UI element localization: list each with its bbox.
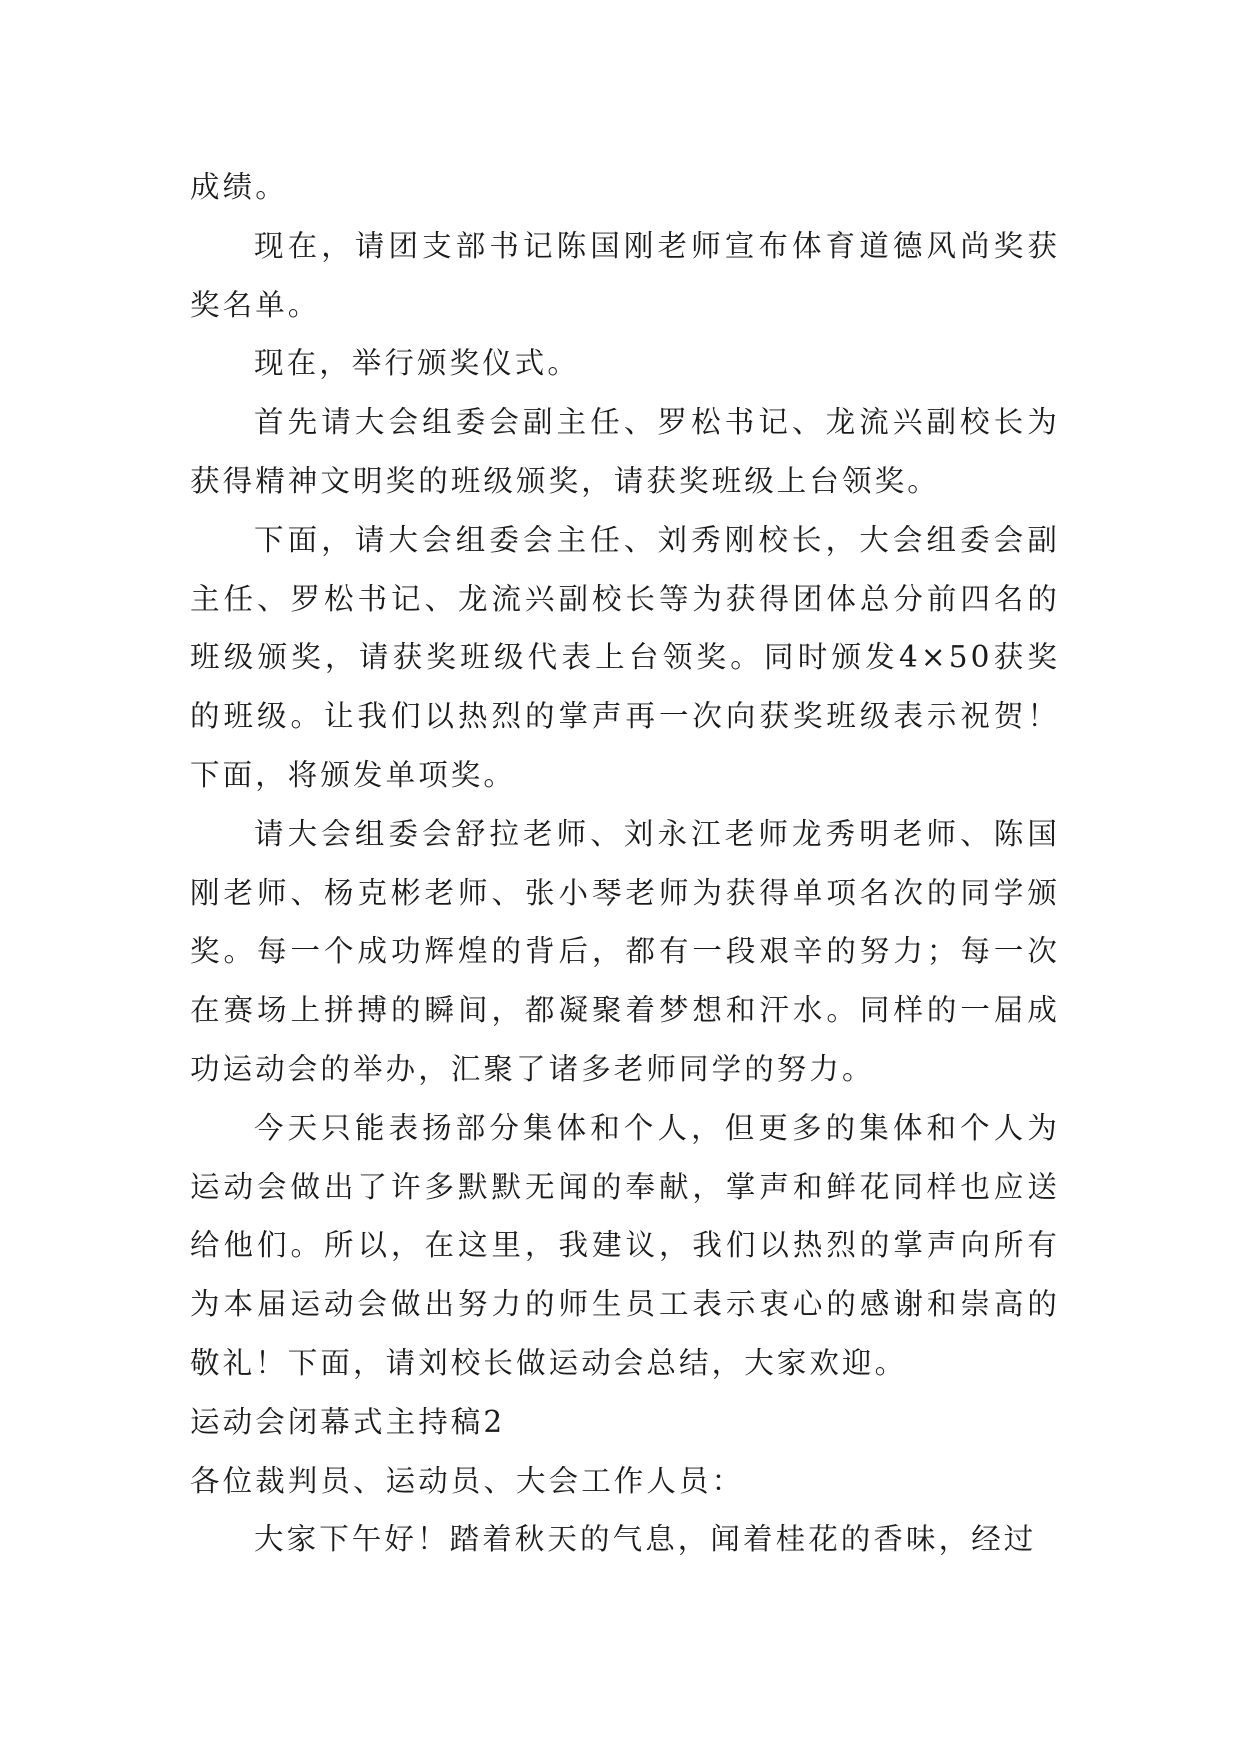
paragraph-announce-sportsmanship-award: 现在，请团支部书记陈国刚老师宣布体育道德风尚奖获奖名单。 xyxy=(190,228,1060,322)
paragraph-spiritual-civilization-award: 首先请大会组委会副主任、罗松书记、龙流兴副校长为获得精神文明奖的班级颁奖，请获奖班级上台领奖。 xyxy=(190,405,1060,498)
paragraph-thanks: 今天只能表扬部分集体和个人，但更多的集体和个人为运动会做出了许多默默无闻的奉献，掌声和鲜花同样也应送给他们。所以，在这里，我建议，我们以热烈的掌声向所有为本届运动会做出努力的师生员工表示衷心的感谢和崇高的敬礼！下面，请刘校长做运动会总结，大家欢迎。 xyxy=(190,1110,1060,1380)
paragraph-individual-award: 请大会组委会舒拉老师、刘永江老师龙秀明老师、陈国刚老师、杨克彬老师、张小琴老师为获得单项名次的同学颁奖。每一个成功辉煌的背后，都有一段艰辛的努力；每一次在赛场上拼搏的瞬间，都凝聚着梦想和汗水。同样的一届成功运动会的举办，汇聚了诸多老师同学的努力。 xyxy=(190,816,1060,1086)
paragraph-award-ceremony: 现在，举行颁奖仪式。 xyxy=(254,346,581,381)
document-body xyxy=(190,158,1060,1569)
section-heading: 运动会闭幕式主持稿2 xyxy=(190,1404,506,1439)
paragraph-continuation: 成绩。 xyxy=(190,170,288,204)
salutation: 各位裁判员、运动员、大会工作人员： xyxy=(190,1463,745,1498)
paragraph-opening-greeting: 大家下午好！踏着秋天的气息，闻着桂花的香味，经过 xyxy=(254,1522,1037,1557)
paragraph-team-total-award: 下面，请大会组委会主任、刘秀刚校长，大会组委会副主任、罗松书记、龙流兴副校长等为获得团体总分前四名的班级颁奖，请获奖班级代表上台领奖。同时颁发4×50获奖的班级。让我们以热烈的掌声再一次向获奖班级表示祝贺！下面，将颁发单项奖。 xyxy=(190,522,1060,792)
